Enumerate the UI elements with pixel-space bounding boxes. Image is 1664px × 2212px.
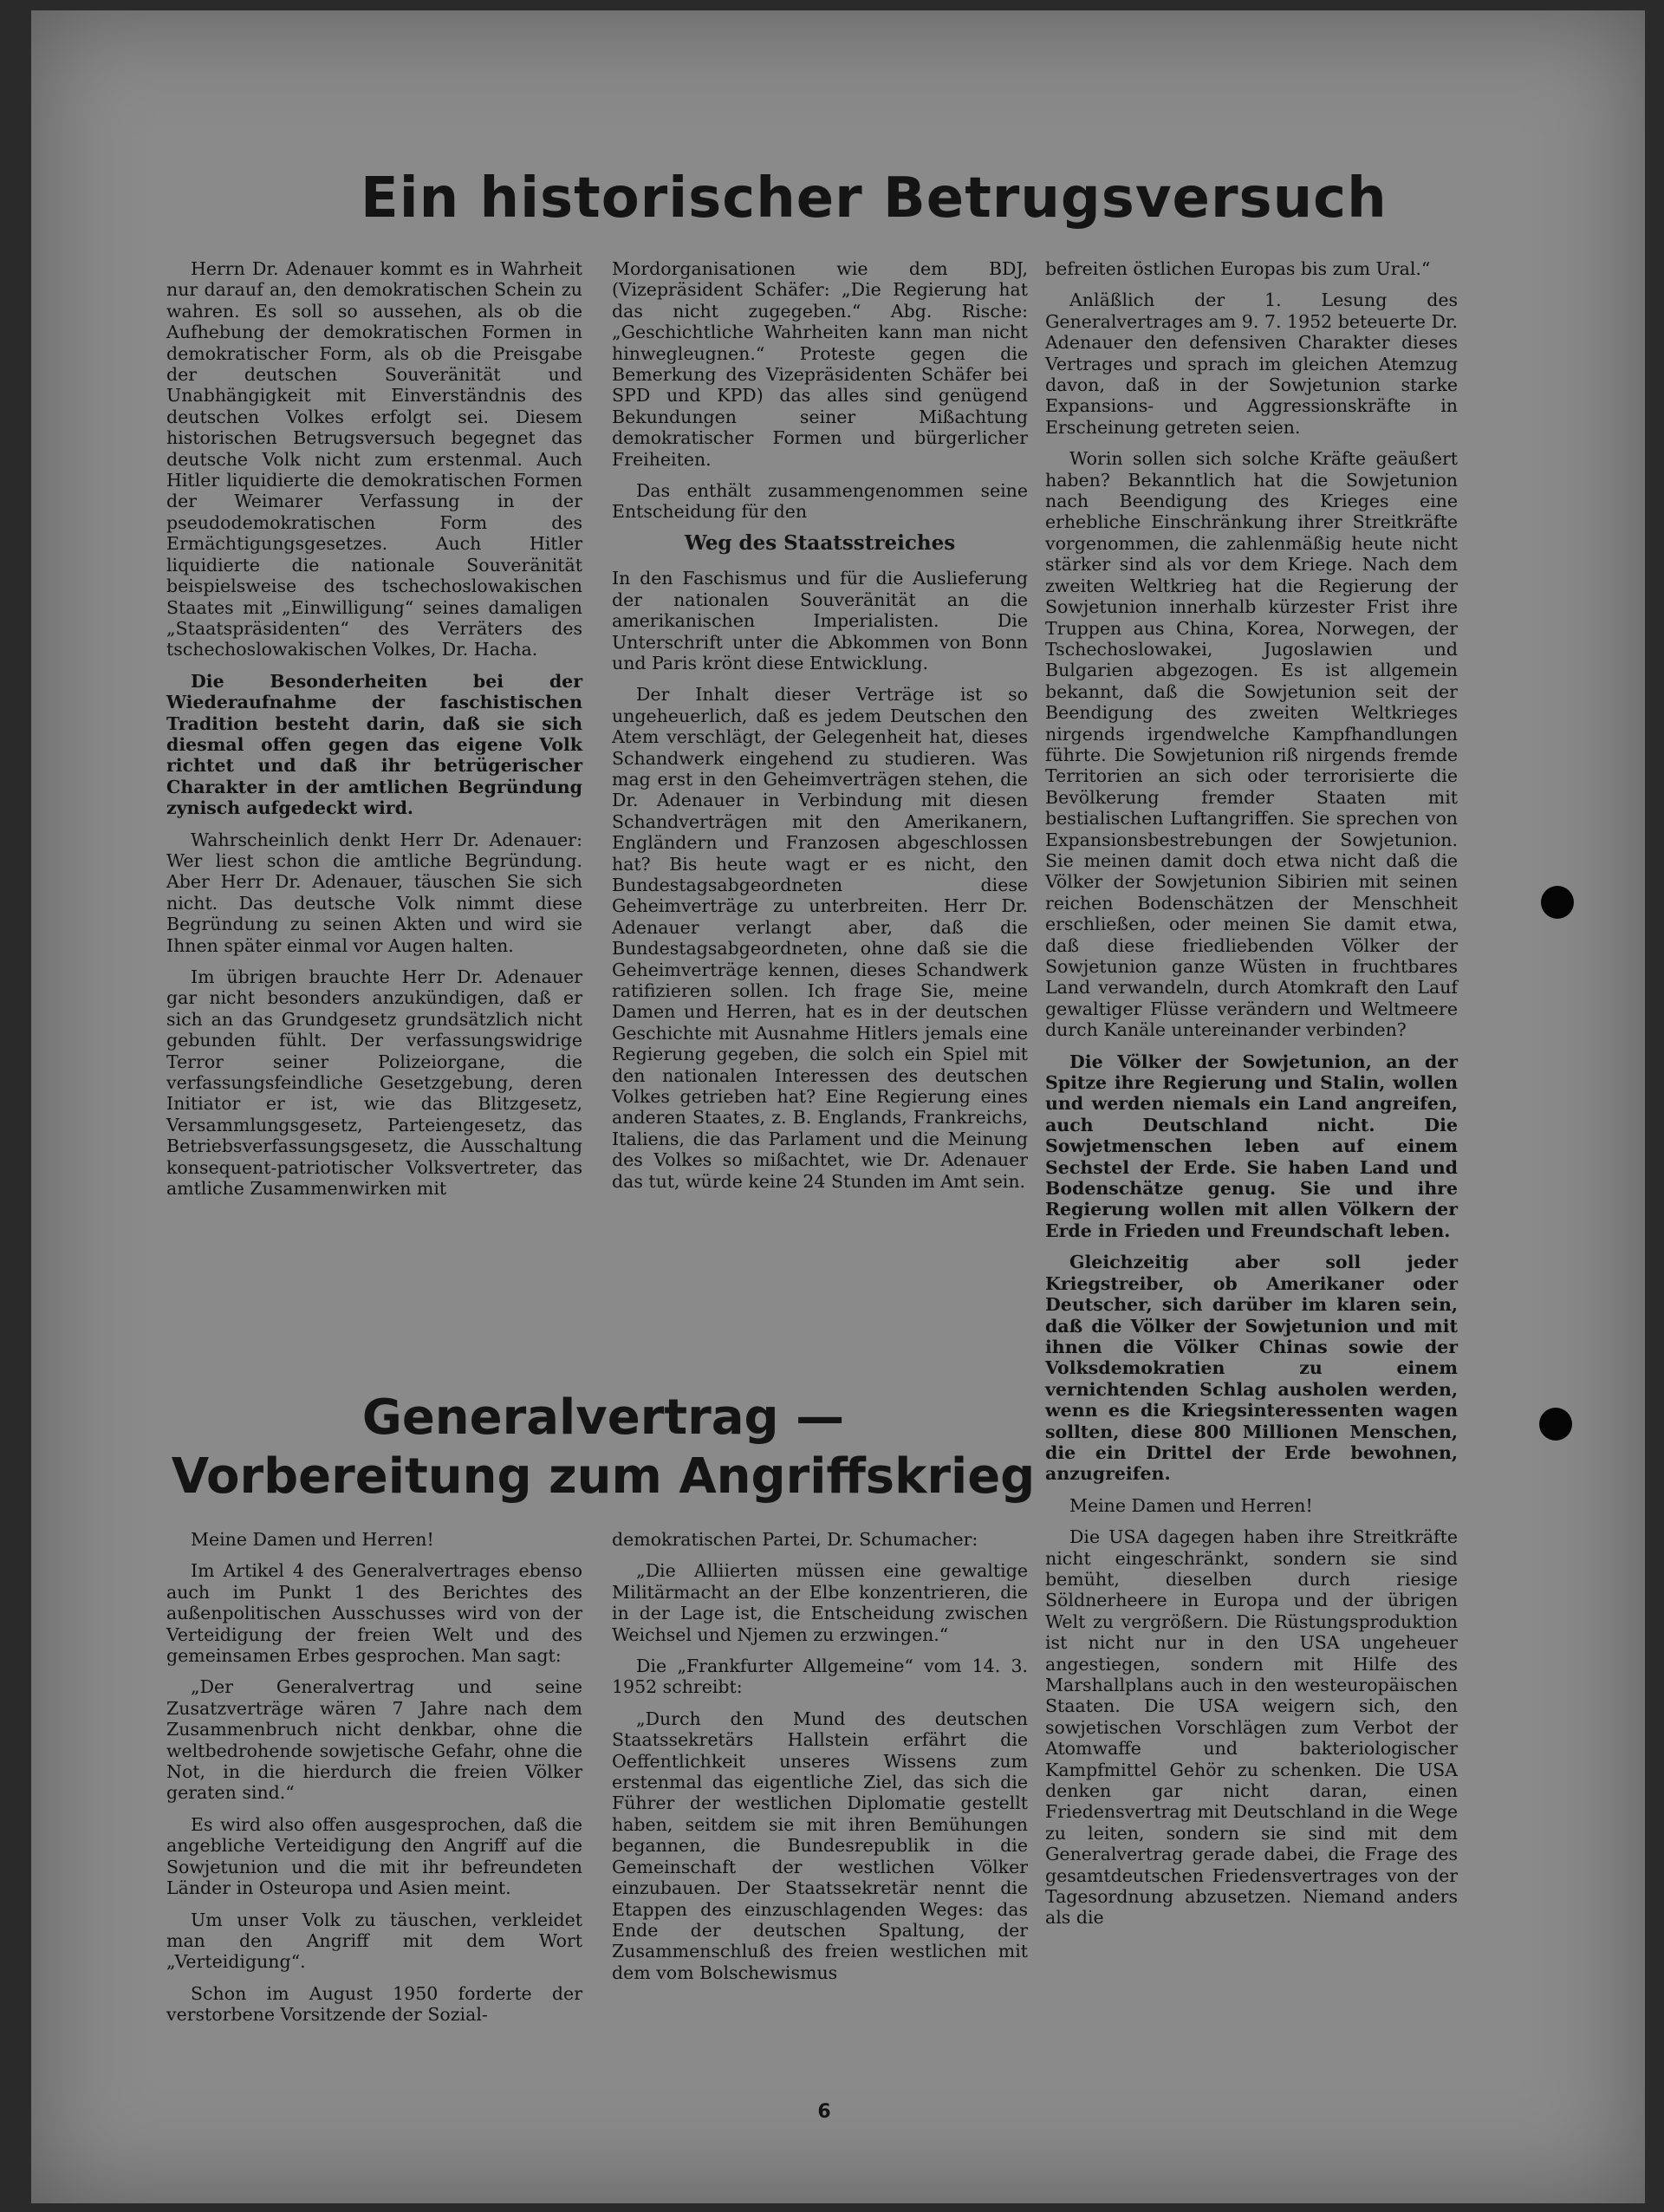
paragraph: Es wird also offen ausgesprochen, daß die angebliche Verteidigung den Angriff auf die Sowjetunion und die mit ihr befreundeten Länder in Osteuropa und Asien meint.	[166, 1813, 582, 1899]
headline-generalvertrag	[170, 1389, 1037, 1506]
page-number: 6	[817, 2101, 831, 2123]
subheading-weg-des-staatsstreiches: Weg des Staatsstreiches	[684, 530, 956, 555]
quote: „Der Generalvertrag und seine Zusatzverträge wären 7 Jahre nach dem Zusammenbruch nicht denkbar, ohne die weltbedrohende sowjetische Gefahr, ohne die Not, in die hierdurch die freien Völker geraten sind.“	[166, 1676, 582, 1804]
salutation: Meine Damen und Herren!	[191, 1529, 434, 1550]
paragraph: Die USA dagegen haben ihre Streitkräfte nicht eingeschränkt, sondern sie sind bemüht, dieselben durch riesige Söldnerheere in Europa und der übrigen Welt zu vergrößern. Die Rüstungsproduktion ist nicht nur in den USA ungeheuer angestiegen, sondern mit Hilfe des Marshallplans auch in den westeuropäischen Staaten. Die USA weigern sich, den sowjetischen Vorschlägen zum Verbot der Atomwaffe und bakteriologischer Kampfmittel Gehör zu schenken. Die USA denken gar nicht daran, einen Friedensvertrag mit Deutschland in die Wege zu leiten, sondern sie sind mit dem Generalvertrag gerade dabei, die Frage des gesamtdeutschen Friedensvertrages von der Tagesordnung abzusetzen. Niemand anders als die	[1045, 1526, 1458, 1929]
article-2-column-2	[612, 1529, 1028, 1994]
paragraph: Die „Frankfurter Allgemeine“ vom 14. 3. 1952 schreibt:	[612, 1656, 1028, 1698]
paragraph: Worin sollen sich solche Kräfte geäußert haben? Bekanntlich hat die Sowjetunion nach Beendigung des Krieges eine erhebliche Einschränkung ihrer Streitkräfte vorgenommen, die zahlenmäßig heute nicht stärker sind als vor dem Kriege. Nach dem zweiten Weltkrieg hat die Regierung der Sowjetunion innerhalb kürzester Frist ihre Truppen aus China, Korea, Norwegen, der Tschechoslowakei, Jugoslawien und Bulgarien abgezogen. Es ist allgemein bekannt, daß die Sowjetunion seit der Beendigung des zweiten Weltkrieges nirgends irgendwelche Kampfhandlungen führte. Die Sowjetunion riß nirgends fremde Territorien an sich oder terrorisierte die Bevölkerung fremder Staaten mit bestialischen Luftangriffen. Sie sprechen von Expansionsbestrebungen der Sowjetunion. Sie meinen damit doch etwa nicht daß die Völker der Sowjetunion Sibirien mit seinen reichen Bodenschätzen der Menschheit erschließen, oder meinen Sie damit etwa, daß diese friedliebenden Völker der Sowjetunion ganze Wüsten in fruchtbares Land verwandeln, durch Atomkraft den Lauf gewaltiger Flüsse verändern und Weltmeere durch Kanäle untereinander verbinden?	[1045, 448, 1458, 1041]
paragraph: Wahrscheinlich denkt Herr Dr. Adenauer: Wer liest schon die amtliche Begründung. Aber Herr Dr. Adenauer, täuschen Sie sich nicht. Das deutsche Volk nimmt diese Begründung zu seinen Akten und wird sie Ihnen später einmal vor Augen halten.	[166, 829, 582, 956]
headline-line: Generalvertrag —	[361, 1389, 845, 1446]
paragraph-bold: Gleichzeitig aber soll jeder Kriegstreiber, ob Amerikaner oder Deutscher, sich darüber im klaren sein, daß die Völker der Sowjetunion und mit ihnen die Völker Chinas sowie der Volksdemokratien zu einem vernichtenden Schlag ausholen werden, wenn es die Kriegsinteressenten wagen sollten, diese 800 Millionen Menschen, die ein Drittel der Erde bewohnen, anzugreifen.	[1045, 1252, 1458, 1485]
paragraph: Herrn Dr. Adenauer kommt es in Wahrheit nur darauf an, den demokratischen Schein zu wahren. Es soll so aussehen, als ob die Aufhebung der demokratischen Formen in demokratischer Form, als ob die Preisgabe der deutschen Souveränität und Unabhängigkeit mit Einverständnis des deutschen Volkes erfolgt sei. Diesem historischen Betrugsversuch begegnet das deutsche Volk nicht zum erstenmal. Auch Hitler liquidierte die demokratischen Formen der Weimarer Verfassung in der pseudodemokratischen Form des Ermächtigungsgesetzes. Auch Hitler liquidierte die nationale Souveränität beispielsweise des tschechoslowakischen Staates mit „Einwilligung“ seines damaligen „Staatspräsidenten“ des Verräters des tschechoslowakischen Volkes, Dr. Hacha.	[166, 258, 582, 660]
article-1-column-1	[166, 258, 582, 1209]
article-1-column-2	[612, 258, 1028, 1202]
article-2-column-1	[166, 1529, 582, 2036]
paragraph-bold: Die Besonderheiten bei der Wiederaufnahme der faschistischen Tradition besteht darin, daß sie sich diesmal offen gegen das eigene Volk richtet und daß ihr betrügerischer Charakter in der amtlichen Begründung zynisch aufgedeckt wird.	[166, 670, 582, 819]
headline-line: Vorbereitung zum Angriffskrieg	[171, 1448, 1036, 1505]
punch-hole	[1541, 886, 1574, 919]
article-column-3	[1045, 258, 1458, 1939]
salutation: Meine Damen und Herren!	[1069, 1494, 1313, 1516]
quote: „Die Alliierten müssen eine gewaltige Militärmacht an der Elbe konzentrieren, die in der Lage ist, die Entscheidung zwischen Weichsel und Njemen zu erzwingen.“	[612, 1560, 1028, 1645]
paragraph: Anläßlich der 1. Lesung des Generalvertrages am 9. 7. 1952 beteuerte Dr. Adenauer den defensiven Charakter dieses Vertrages und sprach im gleichen Atemzug davon, daß in der Sowjetunion starke Expansions- und Aggressionskräfte in Erscheinung getreten seien.	[1045, 290, 1458, 438]
paragraph: Im übrigen brauchte Herr Dr. Adenauer gar nicht besonders anzukündigen, daß er sich an das Grundgesetz grundsätzlich nicht gebunden fühlt. Der verfassungswidrige Terror seiner Polizeiorgane, die verfassungsfeindliche Gesetzgebung, deren Initiator er ist, wie das Blitzgesetz, Versammlungsgesetz, Parteiengesetz, das Betriebsverfassungsgesetz, die Ausschaltung konsequent-patriotischer Volksvertreter, das amtliche Zusammenwirken mit	[166, 966, 582, 1200]
punch-hole	[1539, 1408, 1572, 1441]
paragraph: Der Inhalt dieser Verträge ist so ungeheuerlich, daß es jedem Deutschen den Atem verschlägt, der Gelegenheit hat, dieses Schandwerk eingehend zu studieren. Was mag erst in den Geheimverträgen stehen, die Dr. Adenauer in Verbindung mit diesen Schandverträgen mit den Amerikanern, Engländern und Franzosen abgeschlossen hat? Bis heute wagt er es nicht, den Bundestagsabgeordneten diese Geheimverträge zu unterbreiten. Herr Dr. Adenauer verlangt aber, daß die Bundestagsabgeordneten, ohne daß sie die Geheimverträge kennen, dieses Schandwerk ratifizieren sollen. Ich frage Sie, meine Damen und Herren, hat es in der deutschen Geschichte mit Ausnahme Hitlers jemals eine Regierung gegeben, die solch ein Spiel mit den nationalen Interessen des deutschen Volkes getrieben hat? Eine Regierung eines anderen Staates, z. B. Englands, Frankreichs, Italiens, die das Parlament und die Meinung des Volkes so mißachtet, wie Dr. Adenauer das tut, würde keine 24 Stunden im Amt sein.	[612, 684, 1028, 1192]
paragraph: demokratischen Partei, Dr. Schumacher:	[612, 1529, 978, 1550]
paragraph: Um unser Volk zu täuschen, verkleidet man den Angriff mit dem Wort „Verteidigung“.	[166, 1909, 582, 1973]
paragraph: Mordorganisationen wie dem BDJ, (Vizepräsident Schäfer: „Die Regierung hat das nicht zugegeben.“ Abg. Rische: „Geschichtliche Wahrheiten kann man nicht hinwegleugnen.“ Proteste gegen die Bemerkung des Vizepräsidenten Schäfer bei SPD und KPD) das alles sind genügend Bekundungen seiner Mißachtung demokratischer Formen und bürgerlicher Freiheiten.	[612, 258, 1028, 470]
paragraph-bold: Die Völker der Sowjetunion, an der Spitze ihre Regierung und Stalin, wollen und werden niemals ein Land angreifen, auch Deutschland nicht. Die Sowjetmenschen leben auf einem Sechstel der Erde. Sie haben Land und Bodenschätze genug. Sie und ihre Regierung wollen mit allen Völkern der Erde in Frieden und Freundschaft leben.	[1045, 1051, 1458, 1241]
paragraph: Schon im August 1950 forderte der verstorbene Vorsitzende der Sozial-	[166, 1982, 582, 2026]
quote: „Durch den Mund des deutschen Staatssekretärs Hallstein erfährt die Oeffentlichkeit unseres Wissens zum erstenmal das eigentliche Ziel, das sich die Führer der westlichen Diplomatie gestellt haben, seitdem sie mit ihren Bemühungen begannen, die Bundesrepublik in die Gemeinschaft der westlichen Völker einzubauen. Der Staatssekretär nennt die Etappen des einzuschlagenden Weges: das Ende der deutschen Spaltung, der Zusammenschluß des freien westlichen mit dem vom Bolschewismus	[612, 1708, 1028, 1983]
newspaper-page	[31, 10, 1645, 2203]
paragraph: Das enthält zusammengenommen seine Entscheidung für den	[612, 480, 1028, 523]
paragraph: befreiten östlichen Europas bis zum Ural.“	[1045, 258, 1431, 279]
paragraph: Im Artikel 4 des Generalvertrages ebenso auch im Punkt 1 des Berichtes des außenpolitischen Ausschusses wird von der Verteidigung der freien Welt und des gemeinsamen Erbes gesprochen. Man sagt:	[166, 1560, 582, 1667]
headline-historischer-betrugsversuch: Ein historischer Betrugsversuch	[361, 166, 1388, 231]
paragraph: In den Faschismus und für die Auslieferung der nationalen Souveränität an die amerikanischen Imperialisten. Die Unterschrift unter die Abkommen von Bonn und Paris krönt diese Entwicklung.	[612, 568, 1028, 673]
